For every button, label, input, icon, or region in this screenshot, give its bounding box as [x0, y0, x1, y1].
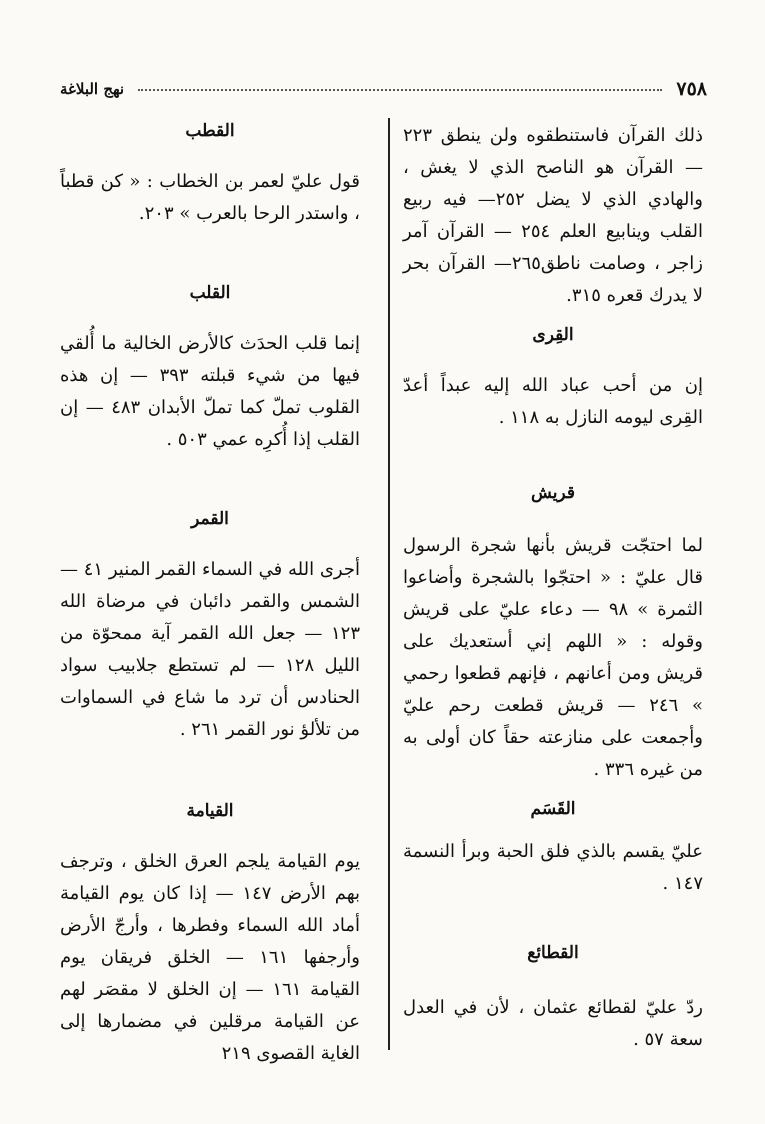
entry-title: القِرى [532, 325, 574, 345]
entry-title: القمر [191, 509, 229, 529]
entry-body: إن من أحب عباد الله إليه عبداً أعدّ القِرى ليومه النازل به ١١٨ . [403, 375, 703, 428]
entry-title: القطب [185, 121, 235, 141]
entry-title: القَسَم [530, 799, 576, 819]
entry-qiyama [60, 798, 360, 1070]
entry-qira [403, 322, 703, 434]
entry-body: يوم القيامة يلجم العرق الخلق ، وترجف بهم الأرض ١٤٧ — إذا كان يوم القيامة أماد الله السماء وفطرها ، وأرجّ الأرض وأرجفها ١٦١ — الخلق فريقان يوم القيامة ١٦١ — إن الخلق لا مقصَر لهم عن القيامة مرقلين في مضمارها إلى الغاية القصوى ٢١٩ [60, 851, 360, 1064]
entry-quraysh [403, 480, 703, 786]
entry-title: القلب [189, 283, 231, 303]
page-number: ٧٥٨ [676, 78, 707, 100]
entry-body: ذلك القرآن فاستنطقوه ولن ينطق ٢٢٣ — القرآن هو الناصح الذي لا يغش ، والهادي الذي لا يضل ٢٥٢— فيه ربيع القلب وينابيع العلم ٢٥٤ — القرآن آمر زاجر ، وصامت ناطق٢٦٥— القرآن بحر لا يدرك قعره ٣١٥. [403, 125, 704, 306]
entry-qasam [403, 796, 703, 900]
entry-title: قريش [531, 483, 575, 503]
entry-body: أجرى الله في السماء القمر المنير ٤١ — الشمس والقمر دائبان في مرضاة الله ١٢٣ — جعل الله القمر آية ممحوّة من الليل ١٢٨ — لم تستطع جلابيب سواد الحنادس أن ترد ما شاع في السماوات من تلألؤ نور القمر ٢٦١ . [60, 559, 360, 740]
entry-body: قول عليّ لعمر بن الخطاب : « كن قطباً ، واستدر الرحا بالعرب » ٢٠٣. [60, 171, 360, 224]
entry-body: عليّ يقسم بالذي فلق الحبة وبرأ النسمة ١٤٧ . [403, 841, 703, 894]
entry-body: ردّ عليّ لقطائع عثمان ، لأن في العدل سعة ٥٧ . [403, 997, 703, 1050]
entry-body: إنما قلب الحدَث كالأرض الخالية ما أُلقي فيها من شيء قبلته ٣٩٣ — إن هذه القلوب تملّ كما تملّ الأبدان ٤٨٣ — إن القلب إذا أُكرِه عمي ٥٠٣ . [60, 333, 360, 450]
entry-qataai [403, 940, 703, 1056]
entry-title: القطائع [527, 943, 579, 963]
entry-title: القيامة [186, 801, 234, 821]
entry-qamar [60, 506, 360, 746]
entry-qutb [60, 118, 360, 230]
header-dotted-rule [138, 88, 662, 91]
entry-body: لما احتجّت قريش بأنها شجرة الرسول قال عليّ : « احتجّوا بالشجرة وأضاعوا الثمرة » ٩٨ — دعاء عليّ على قريش وقوله : « اللهم إني أستعديك على قريش ومن أعانهم ، فإنهم قطعوا رحمي » ٢٤٦ — قريش قطعت رحم عليّ وأجمعت على منازعته حقاً كان أولى به من غيره ٣٣٦ . [403, 535, 703, 780]
book-title: نهج البلاغة [60, 80, 125, 98]
running-header [60, 76, 707, 102]
column-divider [388, 118, 390, 1050]
entry-qalb [60, 280, 360, 456]
entry-quran-continued [403, 120, 703, 312]
